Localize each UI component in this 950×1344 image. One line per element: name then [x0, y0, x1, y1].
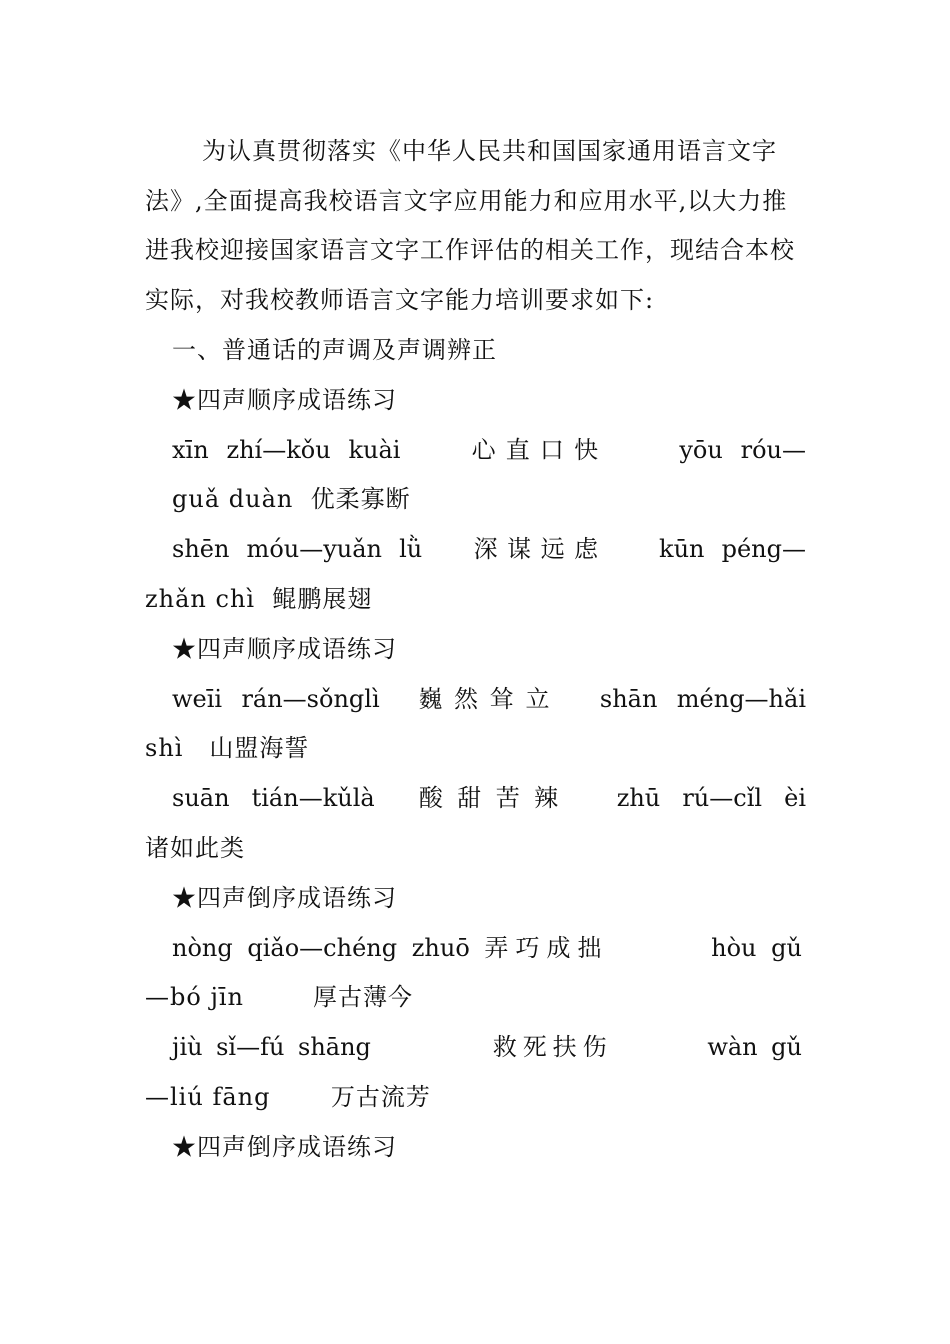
exercise-line: shì 山盟海誓: [145, 734, 310, 762]
exercise-title: ★四声倒序成语练习: [172, 1133, 397, 1161]
exercise-line: zhǎn chì 鲲鹏展翅: [145, 585, 373, 613]
exercise-title: ★四声顺序成语练习: [172, 635, 397, 663]
exercise-line: 诸如此类: [145, 834, 245, 862]
intro-line-2: 法》,全面提高我校语言文字应用能力和应用水平,以大力推: [145, 187, 788, 215]
exercise-line: nòng qiǎo—chéng zhuō 弄巧成拙 hòu gǔ: [172, 934, 802, 962]
section-heading: 一、普通话的声调及声调辨正: [172, 336, 497, 364]
exercise-line: —liú fāng 万古流芳: [145, 1083, 431, 1111]
exercise-line: jiù sǐ—fú shāng 救死扶伤 wàn gǔ: [172, 1033, 802, 1061]
exercise-line: xīn zhí—kǒu kuài 心直口快 yōu róu—: [172, 436, 806, 464]
exercise-line: —bó jīn 厚古薄今: [145, 983, 414, 1011]
intro-line-1: 为认真贯彻落实《中华人民共和国国家通用语言文字: [202, 137, 777, 165]
exercise-line: shēn móu—yuǎn lǜ 深谋远虑 kūn péng—: [172, 535, 806, 563]
exercise-line: weīi rán—sǒnglì 巍然耸立 shān méng—hǎi: [172, 685, 806, 713]
exercise-line: suān tián—kǔlà 酸甜苦辣 zhū rú—cǐl èi: [172, 784, 806, 812]
exercise-title: ★四声倒序成语练习: [172, 884, 397, 912]
exercise-line: guǎ duàn 优柔寡断: [172, 485, 411, 513]
exercise-title: ★四声顺序成语练习: [172, 386, 397, 414]
intro-line-3: 进我校迎接国家语言文字工作评估的相关工作，现结合本校: [145, 236, 795, 264]
intro-line-4: 实际，对我校教师语言文字能力培训要求如下:: [145, 286, 655, 314]
